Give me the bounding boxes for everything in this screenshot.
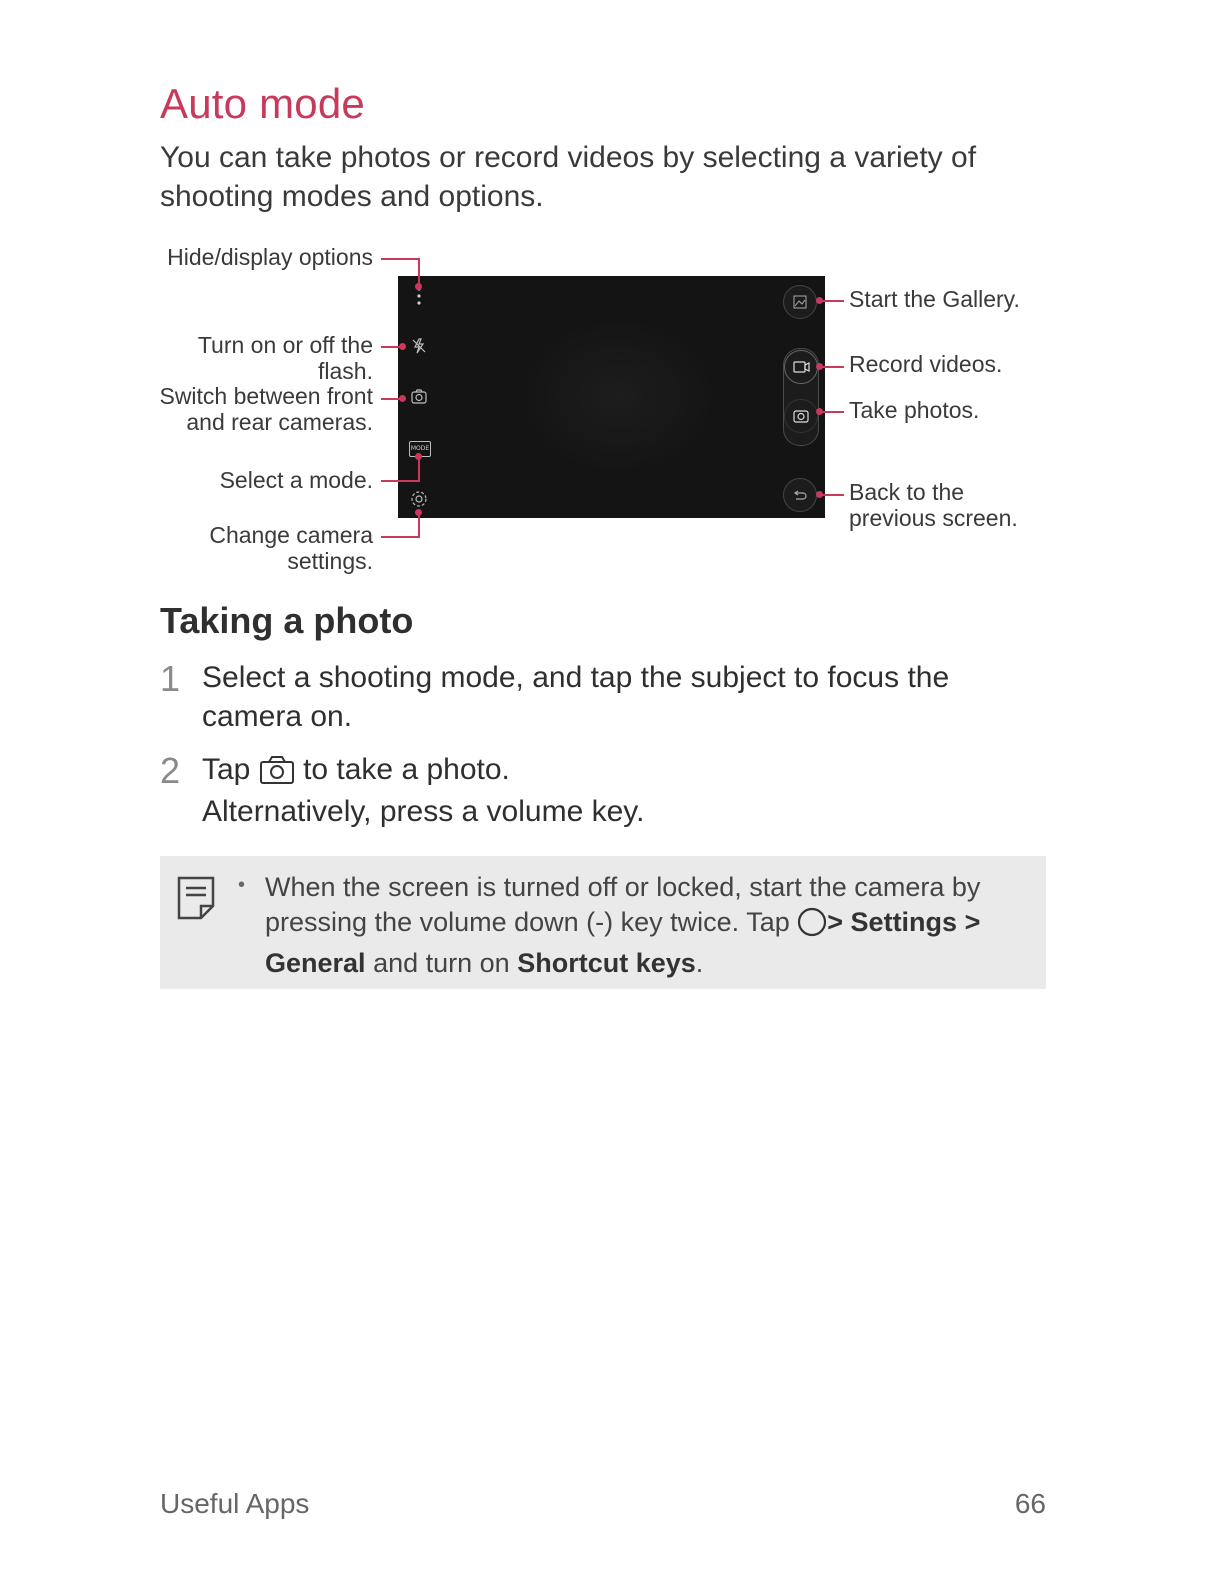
note-shortcut-keys: Shortcut keys (517, 948, 696, 978)
label-flash: Turn on or off the flash. (197, 332, 373, 384)
label-gallery: Start the Gallery. (849, 286, 1020, 312)
page-title: Auto mode (160, 80, 365, 127)
note-text (265, 870, 985, 981)
step-text: Select a shooting mode, and tap the subject to focus the camera on. (202, 661, 950, 733)
intro-text: You can take photos or record videos by selecting a variety of shooting modes and options. (160, 141, 977, 213)
note-sep: > (964, 907, 981, 937)
label-record: Record videos. (849, 351, 1003, 377)
note-sep: > (827, 907, 844, 937)
label-select-mode: Select a mode. (219, 467, 373, 493)
page-number: 66 (1014, 1488, 1046, 1519)
note-period: . (695, 948, 704, 978)
footer-section: Useful Apps (160, 1488, 310, 1519)
note-general: General (265, 948, 366, 978)
step-number: 1 (160, 658, 181, 699)
back-button[interactable] (783, 478, 817, 512)
note-icon (177, 876, 215, 925)
camera-icon (259, 755, 295, 795)
label-settings: Change camera settings. (209, 522, 373, 574)
note-text-main: When the screen is turned off or locked, start the camera by pressing the volume down (-) key twice. Tap (265, 872, 981, 937)
mode-icon[interactable]: MODE (409, 441, 431, 457)
step-text-alt: Alternatively, press a volume key. (202, 795, 645, 828)
note-bullet: • (238, 874, 246, 896)
label-back: Back to the previous screen. (849, 479, 1018, 531)
camera-screen (398, 276, 825, 518)
gallery-button[interactable] (783, 285, 817, 319)
video-icon (785, 351, 817, 383)
step-number: 2 (160, 750, 181, 791)
step-text-pre: Tap (202, 753, 251, 786)
note-settings: Settings (850, 907, 958, 937)
back-icon (784, 479, 816, 511)
label-hide-display: Hide/display options (167, 244, 373, 270)
switch-camera-icon[interactable] (409, 387, 429, 411)
label-photo: Take photos. (849, 397, 980, 423)
photo-button[interactable] (784, 399, 818, 433)
step-text-post: to take a photo. (303, 753, 510, 786)
note-box (160, 856, 1046, 989)
record-button[interactable] (784, 350, 818, 384)
section-heading: Taking a photo (160, 600, 414, 641)
note-text-mid: and turn on (373, 948, 510, 978)
home-circle-icon (797, 907, 827, 946)
label-switch-camera: Switch between front and rear cameras. (159, 383, 373, 435)
camera-icon (785, 400, 817, 432)
flash-off-icon[interactable] (410, 337, 428, 359)
gallery-icon (784, 286, 816, 318)
